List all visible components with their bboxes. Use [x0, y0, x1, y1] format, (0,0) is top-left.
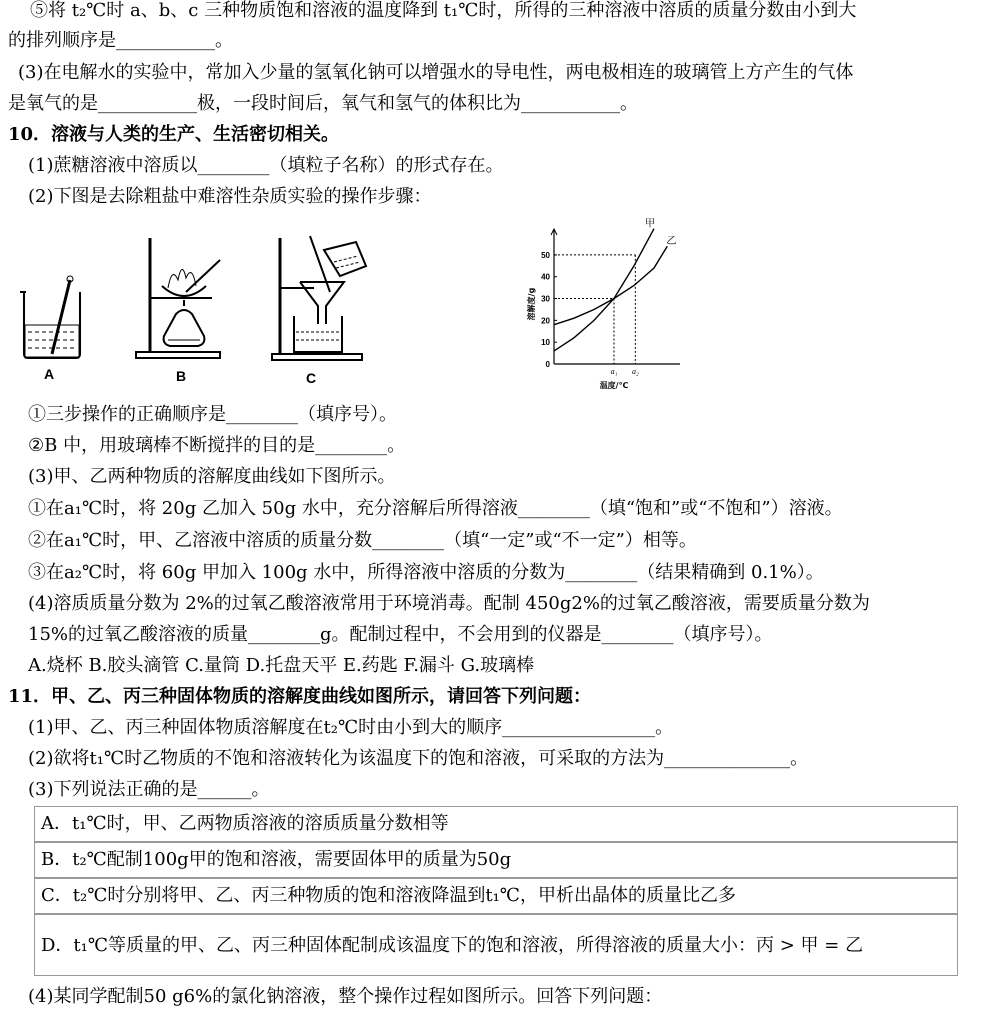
text-line: ①在a₁℃时，将 20g 乙加入 50g 水中，充分溶解后所得溶液________（填“饱和”或“不饱和”）溶液。 — [28, 498, 843, 519]
option-a: A．t₁℃时，甲、乙两物质溶液的溶质质量分数相等 — [41, 813, 449, 834]
y-tick-label: 30 — [541, 294, 550, 304]
y-tick-label: 40 — [541, 272, 550, 282]
option-b: B．t₂℃配制100g甲的饱和溶液，需要固体甲的质量为50g — [41, 849, 512, 870]
question-11-heading: 11．甲、乙、丙三种固体物质的溶解度曲线如图所示，请回答下列问题： — [8, 686, 592, 707]
text-line: (4)某同学配制50 g6%的氯化钠溶液，整个操作过程如图所示。回答下列问题： — [28, 986, 663, 1007]
text-line: (2)下图是去除粗盐中难溶性杂质实验的操作步骤： — [28, 186, 432, 207]
y-axis-label: 溶解度/g — [527, 287, 536, 321]
series-line-yi — [554, 246, 667, 325]
y-tick-label: 20 — [541, 316, 550, 326]
apparatus-a-beaker — [18, 270, 88, 360]
solubility-chart — [522, 218, 682, 392]
apparatus-c-filtration — [270, 232, 380, 366]
series-label: 甲 — [645, 218, 655, 230]
text-line: (3)在电解水的实验中，常加入少量的氢氧化钠可以增强水的导电性，两电极相连的玻璃管上方产生的气体 — [18, 62, 854, 83]
text-line: A.烧杯 B.胶头滴管 C.量筒 D.托盘天平 E.药匙 F.漏斗 G.玻璃棒 — [28, 655, 535, 676]
text-line: (1)蔗糖溶液中溶质以________（填粒子名称）的形式存在。 — [28, 155, 504, 176]
figure-label-a: A — [44, 366, 55, 382]
x-tick-label: a₁ — [610, 367, 618, 376]
text-line: ②B 中，用玻璃棒不断搅拌的目的是________。 — [28, 435, 406, 456]
option-d-box — [34, 914, 958, 976]
text-line: 15%的过氧乙酸溶液的质量________g。配制过程中，不会用到的仪器是________（填序号）。 — [28, 624, 773, 645]
figure-label-c: C — [306, 370, 317, 386]
question-10-heading: 10．溶液与人类的生产、生活密切相关。 — [8, 124, 340, 145]
text-line: (2)欲将t₁℃时乙物质的不饱和溶液转化为该温度下的饱和溶液，可采取的方法为______________。 — [28, 748, 809, 769]
series-label: 乙 — [666, 236, 677, 248]
option-a-box — [34, 806, 958, 842]
apparatus-b-evaporation — [128, 236, 228, 362]
text-line: ②在a₁℃时，甲、乙溶液中溶质的质量分数________（填“一定”或“不一定”）相等。 — [28, 530, 697, 551]
x-tick-label: a₂ — [631, 367, 639, 376]
text-line: 的排列顺序是___________。 — [8, 30, 233, 51]
y-tick-label: 10 — [541, 338, 550, 348]
option-c: C．t₂℃时分别将甲、乙、丙三种物质的饱和溶液降温到t₁℃，甲析出晶体的质量比乙多 — [41, 885, 736, 906]
option-b-box — [34, 842, 958, 878]
text-line: (1)甲、乙、丙三种固体物质溶解度在t₂℃时由小到大的顺序_________________。 — [28, 717, 674, 738]
x-axis-label: 温度/℃ — [599, 381, 629, 390]
text-line: ⑤将 t₂℃时 a、b、c 三种物质饱和溶液的温度降到 t₁℃时，所得的三种溶液中溶质的质量分数由小到大 — [30, 0, 857, 21]
text-line: ①三步操作的正确顺序是________（填序号）。 — [28, 404, 397, 425]
text-line: (4)溶质质量分数为 2%的过氧乙酸溶液常用于环境消毒。配制 450g2%的过氧乙酸溶液，需要质量分数为 — [28, 593, 870, 614]
text-line: (3)甲、乙两种物质的溶解度曲线如下图所示。 — [28, 466, 396, 487]
option-c-box — [34, 878, 958, 914]
series-line-jia — [554, 229, 654, 351]
option-d: D．t₁℃等质量的甲、乙、丙三种固体配制成该温度下的饱和溶液，所得溶液的质量大小：丙 > 甲 = 乙 — [41, 935, 864, 956]
text-line: 是氧气的是___________极，一段时间后，氧气和氢气的体积比为___________。 — [8, 93, 638, 114]
figure-label-b: B — [176, 368, 187, 384]
text-line: ③在a₂℃时，将 60g 甲加入 100g 水中，所得溶液中溶质的分数为________（结果精确到 0.1%）。 — [28, 562, 824, 583]
y-tick-label: 0 — [545, 360, 550, 369]
y-tick-label: 50 — [541, 250, 550, 260]
text-line: (3)下列说法正确的是______。 — [28, 779, 270, 800]
